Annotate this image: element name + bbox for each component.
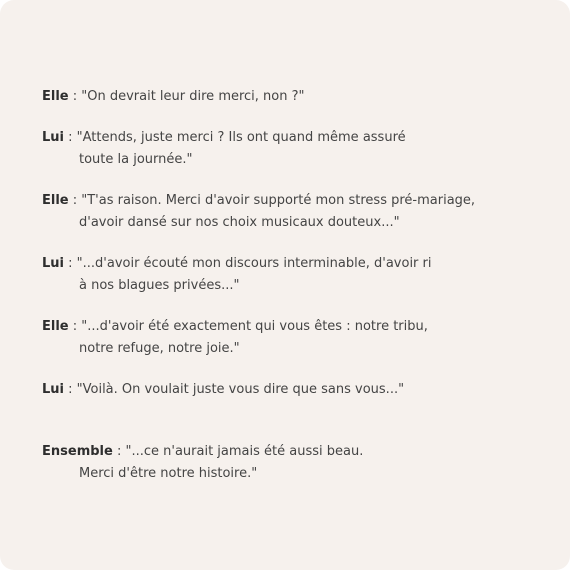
dialogue-line-continuation: Merci d'être notre histoire." [79, 466, 258, 481]
dialogue-entry-3 [42, 190, 552, 234]
dialogue-line: : "T'as raison. Merci d'avoir supporté mon stress pré-mariage, [68, 193, 476, 208]
dialogue-entry-1 [42, 86, 552, 108]
dialogue-entry-6 [42, 379, 552, 401]
speaker-name: Elle [42, 89, 69, 104]
dialogue-entry-2 [42, 127, 552, 171]
dialogue-line: : "...d'avoir écouté mon discours interminable, d'avoir ri [64, 256, 432, 271]
dialogue-line: : "...ce n'aurait jamais été aussi beau. [112, 444, 364, 459]
dialogue-line-continuation: à nos blagues privées..." [79, 278, 240, 293]
dialogue-line-continuation: toute la journée." [79, 152, 193, 167]
speaker-name: Lui [42, 256, 64, 271]
dialogue-line: : "On devrait leur dire merci, non ?" [68, 89, 305, 104]
dialogue-line: : "Attends, juste merci ? Ils ont quand même assuré [64, 130, 406, 145]
speaker-name: Elle [42, 193, 69, 208]
speaker-name: Elle [42, 319, 69, 334]
speaker-name: Lui [42, 130, 64, 145]
dialogue-line-continuation: d'avoir dansé sur nos choix musicaux douteux..." [79, 215, 400, 230]
dialogue-entry-7 [42, 441, 552, 485]
speaker-name: Ensemble [42, 444, 113, 459]
speaker-name: Lui [42, 382, 64, 397]
dialogue-line: : "...d'avoir été exactement qui vous êtes : notre tribu, [68, 319, 428, 334]
dialogue-line: : "Voilà. On voulait juste vous dire que sans vous..." [64, 382, 405, 397]
dialogue-entry-5 [42, 316, 552, 360]
dialogue-line-continuation: notre refuge, notre joie." [79, 341, 240, 356]
dialogue-entry-4 [42, 253, 552, 297]
